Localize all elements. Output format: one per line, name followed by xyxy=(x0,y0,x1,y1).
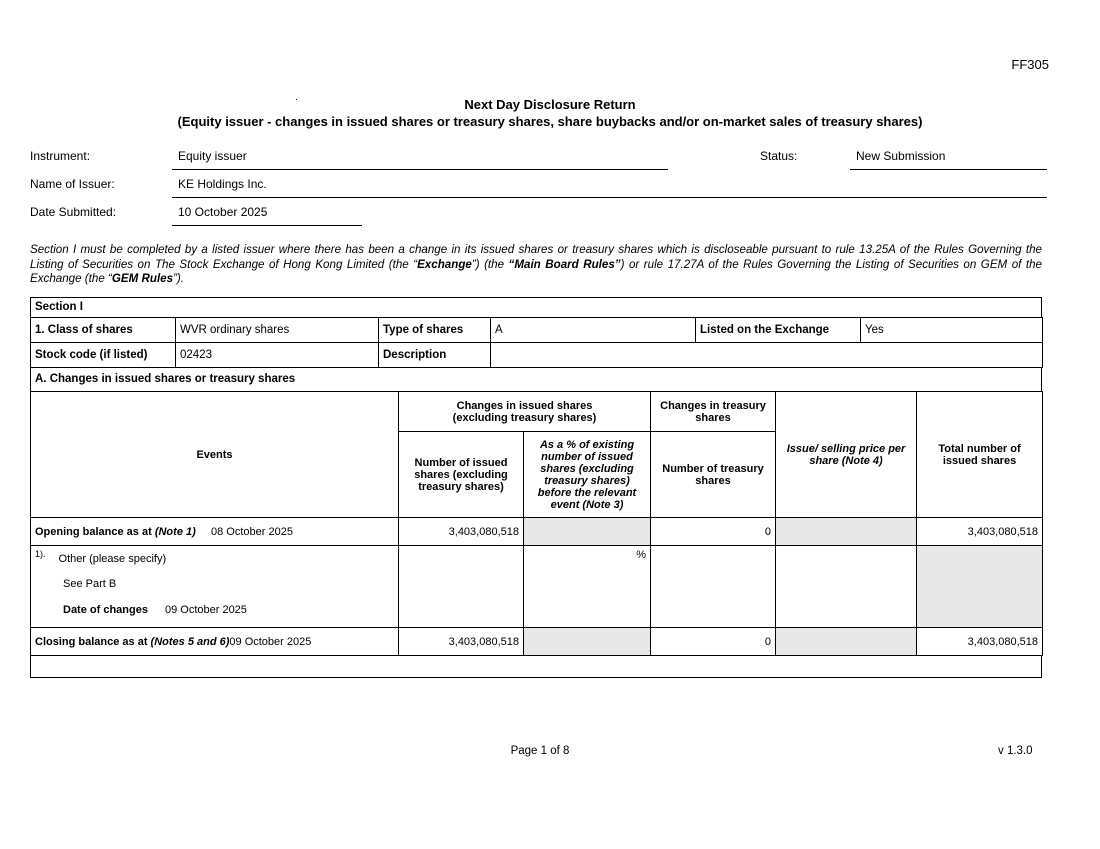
closing-balance-row xyxy=(31,628,1043,656)
form-code: FF305 xyxy=(1011,57,1049,72)
version-label: v 1.3.0 xyxy=(998,745,1033,757)
header-treasury-group: Changes in treasury shares xyxy=(651,392,776,432)
event-treasury-shares xyxy=(651,546,776,628)
event-row xyxy=(31,546,1043,628)
header-issued-group-line1: Changes in issued shares xyxy=(456,399,593,412)
table-header-row xyxy=(31,392,1043,432)
header-issued-group xyxy=(399,392,651,432)
closing-balance-text: Closing balance as at xyxy=(35,635,151,648)
date-submitted-value: 10 October 2025 xyxy=(172,205,362,226)
table-row xyxy=(31,318,1043,343)
event-detail: See Part B xyxy=(63,578,117,590)
issuer-label: Name of Issuer: xyxy=(30,177,115,191)
instrument-label: Instrument: xyxy=(30,149,91,163)
opening-balance-label xyxy=(35,526,211,538)
intro-bold-gem-rules: GEM Rules xyxy=(111,272,174,285)
class-of-shares-value: WVR ordinary shares xyxy=(176,318,379,343)
closing-treasury-shares: 0 xyxy=(651,628,776,656)
header-total-issued: Total number of issued shares xyxy=(917,392,1043,518)
closing-issued-shares: 3,403,080,518 xyxy=(399,628,524,656)
intro-part2: ”) (the xyxy=(471,257,509,271)
type-of-shares-value: A xyxy=(491,318,696,343)
table-row xyxy=(31,343,1043,368)
opening-balance-text: Opening balance as at xyxy=(35,525,155,538)
intro-part3: ) or rule 17.27A of the Rules Governing the Listing of Securities on GEM of the Exchange (the “ xyxy=(30,257,1042,285)
description-label: Description xyxy=(379,343,491,368)
event-index: 1). xyxy=(35,549,46,559)
description-value xyxy=(491,343,1043,368)
closing-total-shares: 3,403,080,518 xyxy=(917,628,1043,656)
event-date-value: 09 October 2025 xyxy=(164,604,247,616)
page-subtitle: (Equity issuer - changes in issued shares or treasury shares, share buybacks and/or on-market sales of treasury shares) xyxy=(177,114,923,129)
opening-total-shares: 3,403,080,518 xyxy=(917,518,1043,546)
event-date-label: Date of changes xyxy=(63,604,148,616)
event-line-1 xyxy=(35,549,394,565)
opening-issued-shares: 3,403,080,518 xyxy=(399,518,524,546)
closing-balance-note: (Notes 5 and 6) xyxy=(150,635,230,648)
header-issue-price: Issue/ selling price per share (Note 4) xyxy=(776,392,917,518)
opening-balance-row xyxy=(31,518,1043,546)
page-title: Next Day Disclosure Return xyxy=(464,97,636,112)
part-a-title: A. Changes in issued shares or treasury shares xyxy=(30,367,1042,392)
date-submitted-label: Date Submitted: xyxy=(30,205,117,219)
section1-header: Section I xyxy=(30,297,1042,318)
header-issued-number: Number of issued shares (excluding treasury shares) xyxy=(399,432,524,518)
instrument-value: Equity issuer xyxy=(172,149,668,170)
header-events: Events xyxy=(31,392,399,518)
status-label: Status: xyxy=(760,149,798,163)
event-total-shaded-cell xyxy=(917,546,1043,628)
intro-part4: ”). xyxy=(173,272,185,285)
opening-price-shaded-cell xyxy=(776,518,917,546)
event-price-cell xyxy=(776,546,917,628)
header-issued-percent: As a % of existing number of issued shares (excluding treasury shares) before the relevant event (Note 3) xyxy=(524,432,651,518)
intro-part1: Section I must be completed by a listed issuer where there has been a change in its issued shares or treasury shares which is discloseable pursuant to rule 13.25A of the Rules Governing the Listing of Securities on The Stock Exchange of Hong Kong Limited (the “ xyxy=(30,243,1042,271)
closing-balance-label xyxy=(35,636,229,648)
page-number: Page 1 of 8 xyxy=(510,745,570,757)
intro-paragraph xyxy=(30,243,1042,287)
status-value: New Submission xyxy=(850,149,1047,170)
closing-price-shaded-cell xyxy=(776,628,917,656)
stock-code-value: 02423 xyxy=(176,343,379,368)
closing-percent-shaded-cell xyxy=(524,628,651,656)
section1-info-table xyxy=(30,317,1043,368)
event-detail-cell xyxy=(31,546,399,628)
event-issued-shares xyxy=(399,546,524,628)
empty-bottom-row xyxy=(30,655,1042,678)
opening-treasury-shares: 0 xyxy=(651,518,776,546)
issuer-value: KE Holdings Inc. xyxy=(172,177,1047,198)
intro-bold-exchange: Exchange xyxy=(417,257,472,271)
stock-code-label: Stock code (if listed) xyxy=(31,343,176,368)
intro-bold-main-board-rules: “Main Board Rules” xyxy=(508,257,621,271)
event-percent-cell: % xyxy=(524,546,651,628)
title-block xyxy=(0,97,1100,129)
header-treasury-number: Number of treasury shares xyxy=(651,432,776,518)
changes-table xyxy=(30,391,1043,656)
opening-balance-note: (Note 1) xyxy=(154,525,196,538)
disclosure-table xyxy=(30,297,1042,678)
opening-balance-date: 08 October 2025 xyxy=(211,525,293,538)
header-issued-group-line2: (excluding treasury shares) xyxy=(452,411,597,424)
closing-balance-label-cell xyxy=(31,628,399,656)
closing-balance-date: 09 October 2025 xyxy=(229,635,312,648)
opening-balance-label-cell xyxy=(31,518,399,546)
listed-on-exchange-label: Listed on the Exchange xyxy=(696,318,861,343)
listed-on-exchange-value: Yes xyxy=(861,318,1043,343)
class-of-shares-label: 1. Class of shares xyxy=(31,318,176,343)
opening-percent-shaded-cell xyxy=(524,518,651,546)
stray-mark: . xyxy=(295,92,298,103)
type-of-shares-label: Type of shares xyxy=(379,318,491,343)
event-date-line xyxy=(63,604,394,616)
event-label: Other (please specify) xyxy=(58,553,167,565)
